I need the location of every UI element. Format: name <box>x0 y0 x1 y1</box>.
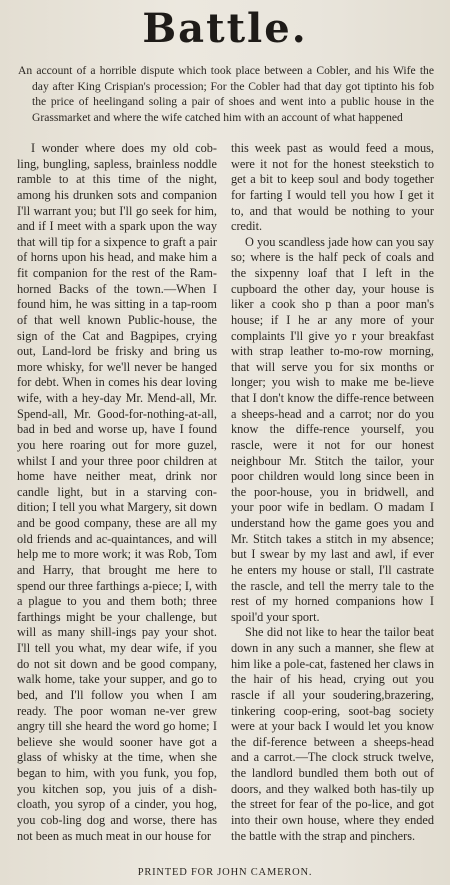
printer-imprint: PRINTED FOR JOHN CAMERON. <box>137 867 313 878</box>
left-column <box>17 141 217 844</box>
right-column-paragraph-1: this week past as would feed a mous, were it not for the honest steekstich to get a bit to keep soul and body together for farting I would tell you how I get it to, and that would be nothing to your credit. <box>231 141 434 234</box>
intro-summary: An account of a horrible dispute which took place between a Cobler, and his Wife the day after King Crispian's procession; For the Cobler had that day got tiptinto his fob the price of heelingand soling a pair of shoes and went into a public house in the Grassmarket and where the wife catched him with an account of what happened <box>18 64 434 124</box>
right-column <box>231 141 434 844</box>
page-title: Battle. <box>142 5 308 52</box>
left-column-text: I wonder where does my old cob-ling, bungling, sapless, brainless noddle ramble to at this time of the night, among his drunken sots and companion I'll warrant you; but I'll go seek for him, and if I meet with a spark upon the way that will tip for a sixpence to graft a pair of horns upon his head, and make him a fit companion for the rest of the Ram-horned Backs of the town.—When I found him, he was sitting in a tap-room of that well known Public-house, the sign of the Cat and Bagpipes, crying out, Land-lord be frisky and bring us more whisky, for we'll never be hanged for debt. When in comes his dear loving wife, with a hey-day Mr. Mend-all, Mr. Spend-all, Mr. Good-for-nothing-at-all, bad in bed and worse up, have I found you here roaring out for more guzel, whilst I and your three poor children at home have neither meat, drink nor candle light, but in a starving con-dition; I tell you what Margery, sit down and be good company, these are all my old friends and ac-quaintances, and will help me to more work; it was Rob, Tom and Harry, that brought me here to spend our three farthings a-piece; I, with a plague to you and them both; three farthings might be your challenge, but will as many shill-ings pay your shot. I'll tell you what, my dear wife, if you do not sit down and be good company, walk home, take your supper, and go to bed, and I'll follow you when I am ready. The poor woman ne-ver grew angry till she heard the word go home; I believe she would sooner have got a glass of whisky at the time, when she began to him, with you funk, you fop, you kitchen sop, you juis of a dish-cloath, you syrop of a cinder, you hog, you cob-ling dog and worse, there has not been as much meat in our house for <box>17 141 217 843</box>
right-column-paragraph-3: She did not like to hear the tailor beat down in any such a manner, she flew at him like a pole-cat, fastened her claws in the hair of his head, crying out you rascle if all your soudering,brazering, tinkering coop-ering, soot-bag society were at your back I would let you know the dif-ference between a sheeps-head and a carrot.—The clock struck twelve, the landlord bundled them both out of doors, and they walked both has-tily up the street for fear of the po-lice, and got into their own house, where they ended the battle with the strap and pinchers. <box>231 625 434 843</box>
right-column-paragraph-2: O you scandless jade how can you say so; where is the half peck of coals and the sixpenny loaf that I left in the cupboard the other day, your house is liker a cook sho p than a poor man's house; if I he ar any more of your complaints I'll give yo r your breakfast with strap leather to-mo-row morning, that will serve you for six months or longer; you wish to make me be-lieve that I don't know the diffe-rence between a sheeps-head and a carrot; nor do you know the diffe-rence yourself, you rascle, were it not for our honest neighbour Mr. Stitch the tailor, your poor children would long since been in the poor-house, you in bridwell, and your poor wife in bedlam. O madam I understand how the game goes you and Mr. Stitch takes a stitch in my absence; but I swear by my last and awl, if ever he enters my house or stall, I'll castrate the rascle, and tell the merry tale to the rest of my horned companions how I spoil'd your sport. <box>231 234 434 624</box>
